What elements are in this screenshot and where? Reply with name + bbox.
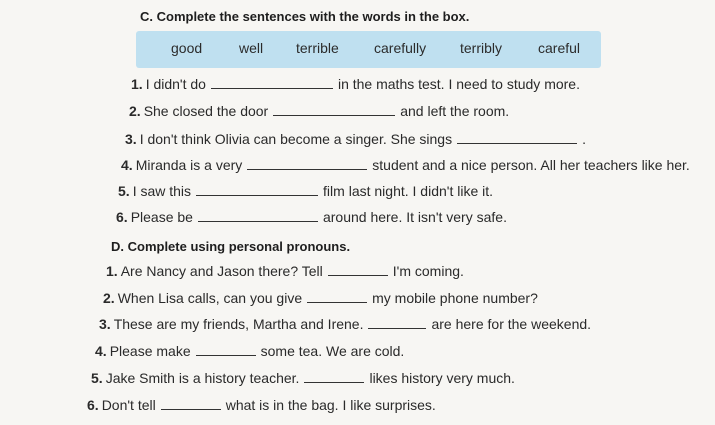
item-number: 1. — [106, 263, 118, 279]
word-box-item: carefully — [374, 40, 427, 56]
sentence-end: around here. It isn't very safe. — [322, 209, 507, 225]
exercise-c-item-2 — [129, 103, 509, 119]
item-number: 4. — [95, 343, 107, 359]
exercise-c-item-5 — [118, 183, 493, 199]
section-d-heading: D. Complete using personal pronouns. — [111, 239, 351, 254]
item-number: 1. — [131, 76, 143, 92]
exercise-d-item-5 — [91, 370, 515, 386]
sentence-start: These are my friends, Martha and Irene. — [113, 316, 364, 332]
answer-blank[interactable] — [211, 76, 333, 89]
exercise-c-item-3 — [125, 131, 586, 147]
item-number: 4. — [121, 157, 133, 173]
item-number: 6. — [87, 397, 99, 413]
answer-blank[interactable] — [368, 316, 426, 329]
exercise-c-item-1 — [131, 76, 580, 92]
exercise-d-item-4 — [95, 343, 404, 359]
sentence-end: student and a nice person. All her teachers like her. — [372, 157, 690, 173]
answer-blank[interactable] — [196, 343, 256, 356]
sentence-end: and left the room. — [400, 103, 510, 119]
exercise-c-item-6 — [116, 209, 507, 225]
word-box — [136, 31, 601, 68]
word-box-item: careful — [538, 40, 581, 56]
item-number: 2. — [103, 290, 115, 306]
exercise-c-item-4 — [121, 157, 690, 173]
answer-blank[interactable] — [457, 131, 577, 144]
section-c-heading: C. Complete the sentences with the words in the box. — [140, 9, 470, 24]
sentence-start: Are Nancy and Jason there? Tell — [120, 263, 323, 279]
sentence-end: what is in the bag. I like surprises. — [225, 397, 436, 413]
answer-blank[interactable] — [196, 183, 318, 196]
answer-blank[interactable] — [307, 290, 367, 303]
answer-blank[interactable] — [273, 103, 395, 116]
sentence-start: When Lisa calls, can you give — [117, 290, 303, 306]
word-box-item: good — [171, 40, 203, 56]
answer-blank[interactable] — [161, 397, 221, 410]
sentence-start: I saw this — [132, 183, 192, 199]
sentence-start: Please be — [130, 209, 193, 225]
item-number: 3. — [99, 316, 111, 332]
exercise-d-item-6 — [87, 397, 436, 413]
sentence-end: some tea. We are cold. — [260, 343, 405, 359]
sentence-start: She closed the door — [143, 103, 269, 119]
sentence-end: in the maths test. I need to study more. — [337, 76, 580, 92]
sentence-end: are here for the weekend. — [431, 316, 592, 332]
sentence-end: . — [582, 131, 586, 147]
sentence-end: likes history very much. — [369, 370, 515, 386]
sentence-end: film last night. I didn't like it. — [323, 183, 494, 199]
sentence-start: Miranda is a very — [135, 157, 243, 173]
item-number: 2. — [129, 103, 141, 119]
sentence-start: Please make — [109, 343, 191, 359]
exercise-d-item-2 — [103, 290, 538, 306]
item-number: 5. — [91, 370, 103, 386]
sentence-start: I didn't do — [145, 76, 206, 92]
word-box-item: terribly — [460, 40, 503, 56]
sentence-start: I don't think Olivia can become a singer. She sings — [139, 131, 453, 147]
sentence-end: I'm coming. — [392, 263, 464, 279]
item-number: 3. — [125, 131, 137, 147]
word-box-item: well — [239, 40, 264, 56]
answer-blank[interactable] — [328, 263, 388, 276]
answer-blank[interactable] — [247, 157, 367, 170]
exercise-d-item-3 — [99, 316, 591, 332]
answer-blank[interactable] — [304, 370, 364, 383]
item-number: 6. — [116, 209, 128, 225]
word-box-item: terrible — [296, 40, 339, 56]
item-number: 5. — [118, 183, 130, 199]
sentence-end: my mobile phone number? — [372, 290, 538, 306]
exercise-d-item-1 — [106, 263, 464, 279]
answer-blank[interactable] — [198, 209, 318, 222]
sentence-start: Don't tell — [101, 397, 156, 413]
sentence-start: Jake Smith is a history teacher. — [105, 370, 300, 386]
